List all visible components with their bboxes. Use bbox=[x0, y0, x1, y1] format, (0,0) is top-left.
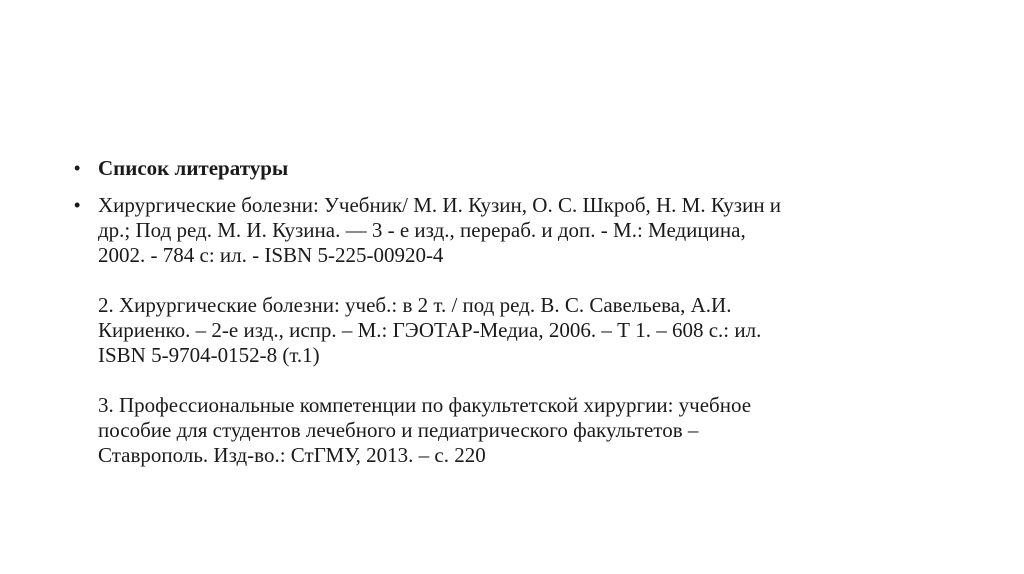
reference-line: Хирургические болезни: Учебник/ М. И. Кузин, О. С. Шкроб, Н. М. Кузин и bbox=[98, 193, 782, 217]
reference-line: 2. Хирургические болезни: учеб.: в 2 т. / под ред. В. С. Савельева, А.И. bbox=[98, 293, 732, 317]
heading-bullet bbox=[74, 156, 954, 181]
reference-3 bbox=[98, 393, 954, 468]
reference-line: 2002. - 784 с: ил. - ISBN 5-225-00920-4 bbox=[98, 243, 444, 267]
paragraph-gap bbox=[98, 268, 954, 293]
reference-line: Ставрополь. Изд-во.: СтГМУ, 2013. – с. 220 bbox=[98, 443, 486, 467]
reference-line: пособие для студентов лечебного и педиатрического факультетов – bbox=[98, 418, 699, 442]
reference-1 bbox=[98, 193, 954, 268]
bullet-icon: • bbox=[74, 158, 81, 178]
bullet-icon: • bbox=[74, 195, 81, 215]
references-bullet bbox=[74, 193, 954, 468]
reference-line: др.; Под ред. М. И. Кузина. — 3 - е изд., перераб. и доп. - М.: Медицина, bbox=[98, 218, 746, 242]
reference-line: ISBN 5-9704-0152-8 (т.1) bbox=[98, 343, 320, 367]
paragraph-gap bbox=[98, 368, 954, 393]
bibliography-heading: Список литературы bbox=[98, 156, 289, 180]
bullet-list bbox=[74, 156, 954, 468]
reference-line: Кириенко. – 2-е изд., испр. – М.: ГЭОТАР-Медиа, 2006. – Т 1. – 608 с.: ил. bbox=[98, 318, 762, 342]
reference-line: 3. Профессиональные компетенции по факультетской хирургии: учебное bbox=[98, 393, 752, 417]
reference-2 bbox=[98, 293, 954, 368]
